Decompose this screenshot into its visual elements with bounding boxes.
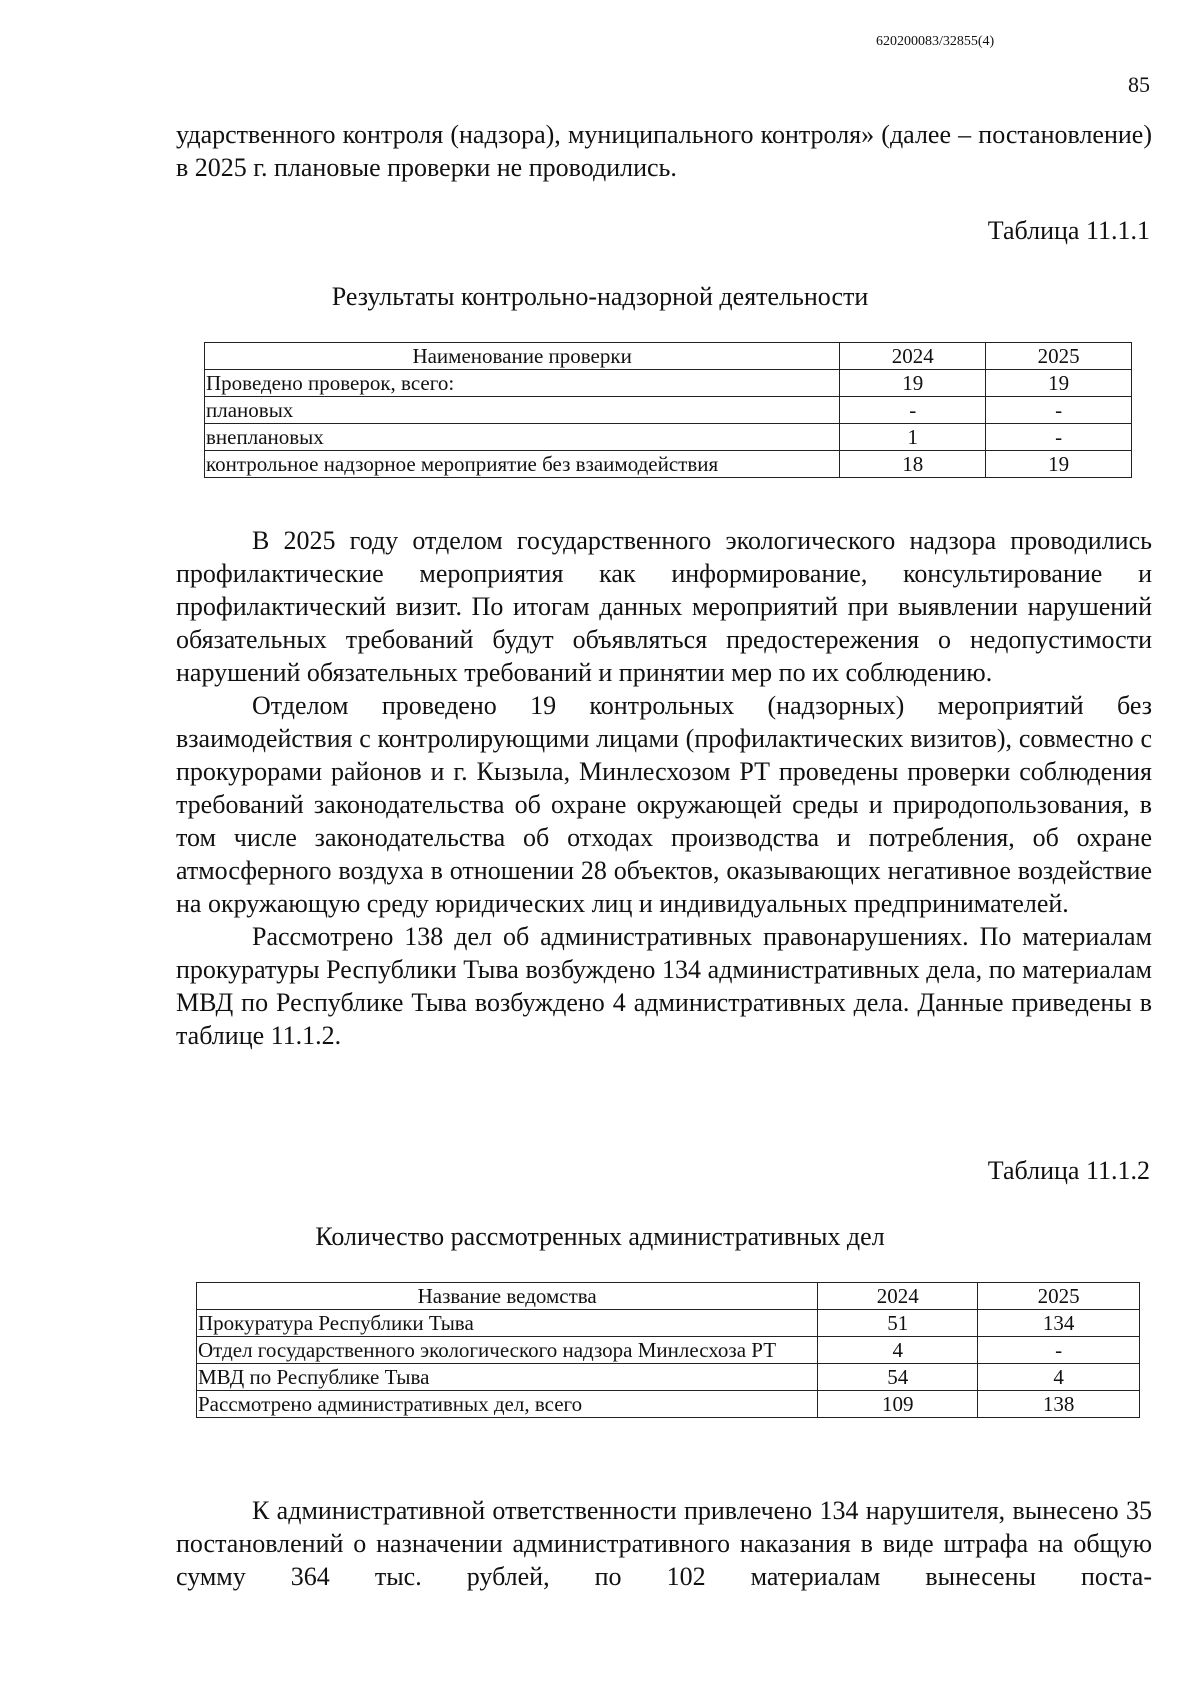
table-header-row	[197, 1283, 1140, 1310]
table-cell: плановых	[205, 397, 840, 424]
paragraph: В 2025 году отделом государственного экологического надзора проводились профилактические мероприятия как информирование, консультирование и профилактический визит. По итогам данных мероприятий при выявлении нарушений обязательных требований будут объявляться предостережения о недопустимости нарушений обязательных требований и принятии мер по их соблюдению.	[176, 526, 1152, 687]
table-cell: 19	[986, 451, 1132, 478]
column-header: 2025	[978, 1283, 1140, 1310]
table-row	[197, 1391, 1140, 1418]
table1-title: Результаты контрольно-надзорной деятельности	[331, 282, 869, 311]
table-cell: 19	[840, 370, 986, 397]
column-header: Наименование проверки	[205, 343, 840, 370]
table-row	[205, 424, 1132, 451]
column-header: Название ведомства	[197, 1283, 818, 1310]
table-cell: Прокуратура Республики Тыва	[197, 1310, 818, 1337]
document-id: 620200083/32855(4)	[876, 34, 995, 49]
table-cell: 134	[978, 1310, 1140, 1337]
table-row	[197, 1364, 1140, 1391]
final-block	[176, 1494, 1152, 1593]
table-cell: 18	[840, 451, 986, 478]
body-text	[176, 524, 1152, 1052]
table-row	[205, 397, 1132, 424]
table-cell: Отдел государственного экологического надзора Минлесхоза РТ	[197, 1337, 818, 1364]
table-cell: 54	[818, 1364, 978, 1391]
table-cell: внеплановых	[205, 424, 840, 451]
table-cell: 19	[986, 370, 1132, 397]
table-cell: -	[840, 397, 986, 424]
intro-block	[176, 118, 1152, 184]
paragraph: Рассмотрено 138 дел об административных правонарушениях. По материалам прокуратуры Республики Тыва возбуждено 134 административных дела, по материалам МВД по Республике Тыва возбуждено 4 административных дела. Данные приведены в таблице 11.1.2.	[176, 922, 1152, 1050]
table-cell: контрольное надзорное мероприятие без взаимодействия	[205, 451, 840, 478]
table2-label: Таблица 11.1.2	[987, 1156, 1150, 1185]
column-header: 2024	[818, 1283, 978, 1310]
table-cell: 138	[978, 1391, 1140, 1418]
table-row	[197, 1337, 1140, 1364]
table-cell: Рассмотрено административных дел, всего	[197, 1391, 818, 1418]
table-cell: -	[986, 424, 1132, 451]
table-cell: 109	[818, 1391, 978, 1418]
table-cell: 51	[818, 1310, 978, 1337]
table1-label: Таблица 11.1.1	[987, 216, 1150, 245]
table-cell: 1	[840, 424, 986, 451]
table-cell: Проведено проверок, всего:	[205, 370, 840, 397]
table-header-row	[205, 343, 1132, 370]
table-cell: МВД по Республике Тыва	[197, 1364, 818, 1391]
table-cell: 4	[818, 1337, 978, 1364]
paragraph: Отделом проведено 19 контрольных (надзорных) мероприятий без взаимодействия с контролирующими лицами (профилактических визитов), совместно с прокурорами районов и г. Кызыла, Минлесхозом РТ проведены проверки соблюдения требований законодательства об охране окружающей среды и природопользования, в том числе законодательства об отходах производства и потребления, об охране атмосферного воздуха в отношении 28 объектов, оказывающих негативное воздействие на окружающую среду юридических лиц и индивидуальных предпринимателей.	[176, 691, 1152, 918]
table-row	[197, 1310, 1140, 1337]
table-row	[205, 370, 1132, 397]
paragraph: К административной ответственности привлечено 134 нарушителя, вынесено 35 постановлений о назначении административного наказания в виде штрафа на общую сумму 364 тыс. рублей, по 102 материалам вынесены поста-	[176, 1496, 1152, 1591]
table-administrative-cases	[196, 1282, 1140, 1418]
page-number: 85	[1128, 72, 1150, 97]
intro-paragraph: ударственного контроля (надзора), муниципального контроля» (далее – постановление) в 2025 г. плановые проверки не проводились.	[176, 120, 1152, 182]
column-header: 2025	[986, 343, 1132, 370]
table-row	[205, 451, 1132, 478]
table-cell: -	[986, 397, 1132, 424]
table-cell: 4	[978, 1364, 1140, 1391]
column-header: 2024	[840, 343, 986, 370]
table-cell: -	[978, 1337, 1140, 1364]
table-inspection-results	[204, 342, 1132, 478]
table2-title: Количество рассмотренных административных дел	[315, 1222, 885, 1251]
